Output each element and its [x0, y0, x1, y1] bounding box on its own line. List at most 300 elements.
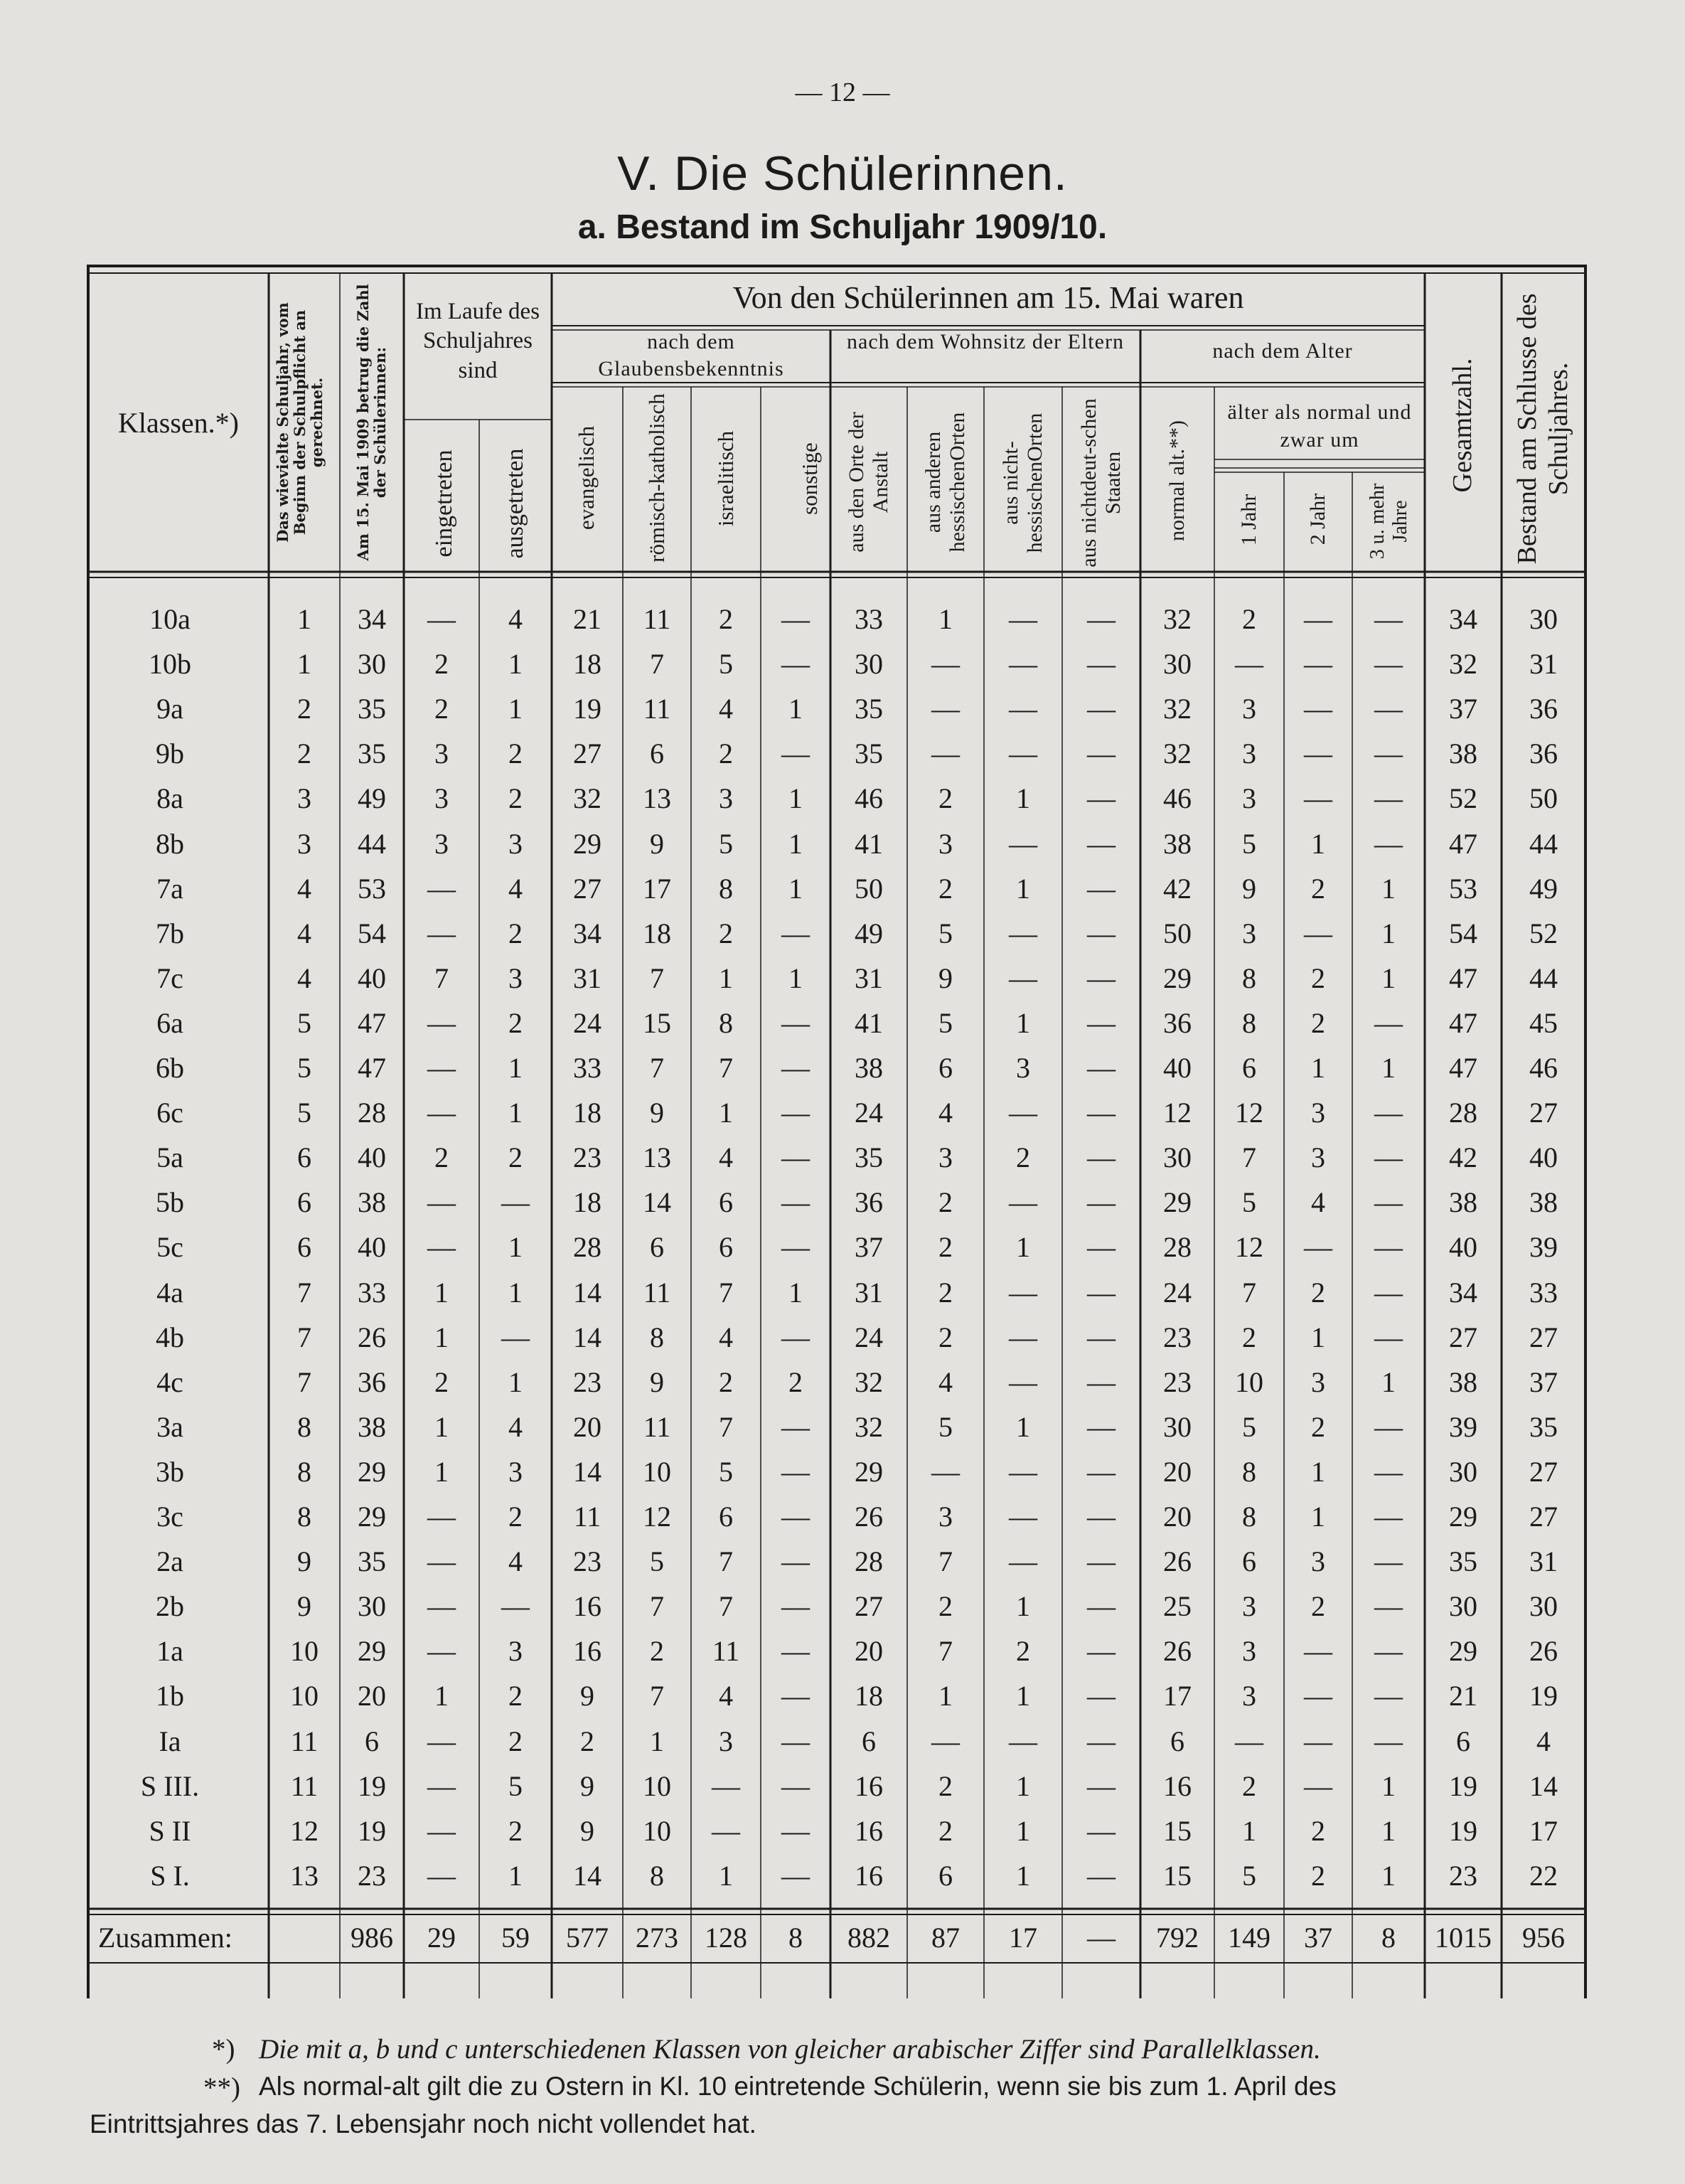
cell-anderen: 2: [938, 1815, 953, 1847]
cell-roemisch: 9: [650, 828, 664, 860]
footnote-2-line2: Eintrittsjahres das 7. Lebensjahr noch nicht vollendet hat.: [90, 2109, 756, 2138]
cell-klasse: 6a: [156, 1007, 183, 1039]
cell-zahl: 35: [358, 693, 386, 725]
cell-gesamt: 54: [1449, 917, 1477, 949]
header-3-jahre: 3 u. mehr Jahre: [1366, 483, 1411, 560]
cell-israelitisch: 4: [719, 1680, 733, 1712]
cell-eingetreten: 1: [434, 1680, 449, 1712]
cell-bestand: 40: [1529, 1141, 1558, 1173]
cell-klasse: 9a: [156, 693, 183, 725]
cell-3-jahre: 1: [1381, 1052, 1396, 1084]
cell-israelitisch: —: [712, 1815, 740, 1847]
cell-ausgetreten: 2: [508, 1725, 523, 1757]
cell-roemisch: 11: [643, 693, 671, 725]
cell-ausgetreten: 4: [508, 603, 523, 635]
cell-nichtdeutsch: —: [1087, 1815, 1116, 1847]
cell-eingetreten: —: [427, 917, 456, 949]
cell-schuljahr: 2: [297, 737, 311, 769]
cell-evangelisch: 23: [573, 1366, 601, 1398]
cell-israelitisch: 6: [719, 1501, 733, 1533]
cell-2-jahr: 2: [1311, 1590, 1325, 1622]
cell-israelitisch: 1: [719, 962, 733, 994]
cell-2-jahr: 3: [1311, 1366, 1325, 1398]
header-israelitisch: israelitisch: [713, 430, 739, 527]
cell-orte: 35: [855, 737, 883, 769]
cell-anderen: 87: [931, 1922, 960, 1954]
cell-3-jahre: 1: [1381, 1860, 1396, 1892]
cell-evangelisch: 9: [580, 1815, 594, 1847]
cell-schuljahr: 1: [297, 603, 311, 635]
cell-sonstige: —: [781, 1680, 810, 1712]
cell-gesamt: 34: [1449, 1277, 1477, 1309]
cell-2-jahr: 2: [1311, 873, 1325, 905]
footnote-2-mark: **): [203, 2072, 240, 2103]
cell-3-jahre: —: [1374, 1725, 1403, 1757]
header-von-den: Von den Schülerinnen am 15. Mai waren: [732, 280, 1244, 315]
cell-1-jahr: 3: [1242, 1680, 1256, 1712]
cell-nichtdeutsch: —: [1087, 1635, 1116, 1667]
cell-roemisch: 7: [650, 1680, 664, 1712]
cell-2-jahr: —: [1304, 782, 1332, 814]
cell-klasse: 6b: [156, 1052, 184, 1084]
cell-schuljahr: 4: [297, 873, 311, 905]
cell-orte: 24: [855, 1321, 883, 1353]
cell-evangelisch: 21: [573, 603, 601, 635]
cell-1-jahr: 3: [1242, 1635, 1256, 1667]
cell-evangelisch: 16: [573, 1590, 601, 1622]
cell-nichtdeutsch: —: [1087, 1321, 1116, 1353]
cell-nichtdeutsch: —: [1087, 603, 1116, 635]
cell-2-jahr: —: [1304, 917, 1332, 949]
cell-klasse: 7c: [156, 962, 183, 994]
cell-2-jahr: 37: [1304, 1922, 1332, 1954]
cell-normal: 12: [1163, 1097, 1192, 1129]
cell-ausgetreten: 1: [508, 1231, 523, 1263]
cell-klasse: 9b: [156, 737, 184, 769]
cell-bestand: 44: [1529, 962, 1558, 994]
cell-schuljahr: 5: [297, 1097, 311, 1129]
cell-eingetreten: —: [427, 1815, 456, 1847]
cell-klasse: 2b: [156, 1590, 184, 1622]
cell-normal: 20: [1163, 1501, 1192, 1533]
cell-roemisch: 10: [643, 1815, 671, 1847]
cell-ausgetreten: 59: [501, 1922, 530, 1954]
cell-sonstige: 8: [788, 1922, 803, 1954]
cell-nicht-hessisch: 1: [1016, 1815, 1030, 1847]
cell-roemisch: 5: [650, 1545, 664, 1577]
cell-3-jahre: —: [1374, 693, 1403, 725]
cell-2-jahr: 1: [1311, 1456, 1325, 1488]
cell-2-jahr: —: [1304, 1725, 1332, 1757]
cell-evangelisch: 18: [573, 648, 601, 680]
cell-nichtdeutsch: —: [1087, 1590, 1116, 1622]
cell-klasse: 10b: [149, 648, 191, 680]
cell-orte: 46: [855, 782, 883, 814]
cell-israelitisch: 5: [719, 648, 733, 680]
cell-nichtdeutsch: —: [1087, 1277, 1116, 1309]
cell-gesamt: 29: [1449, 1635, 1477, 1667]
cell-2-jahr: 4: [1311, 1186, 1325, 1218]
cell-nichtdeutsch: —: [1087, 1680, 1116, 1712]
cell-3-jahre: —: [1374, 1186, 1403, 1218]
cell-roemisch: 8: [650, 1321, 664, 1353]
cell-eingetreten: —: [427, 1545, 456, 1577]
header-1-jahr: 1 Jahr: [1236, 494, 1261, 546]
cell-schuljahr: 8: [297, 1456, 311, 1488]
table-row: [0, 1495, 1685, 1539]
cell-nichtdeutsch: —: [1087, 917, 1116, 949]
cell-evangelisch: 16: [573, 1635, 601, 1667]
cell-gesamt: 35: [1449, 1545, 1477, 1577]
cell-eingetreten: 29: [427, 1922, 456, 1954]
cell-bestand: 4: [1536, 1725, 1551, 1757]
cell-zahl: 38: [358, 1411, 386, 1443]
cell-3-jahre: —: [1374, 737, 1403, 769]
cell-israelitisch: 1: [719, 1860, 733, 1892]
cell-roemisch: 2: [650, 1635, 664, 1667]
cell-eingetreten: 7: [434, 962, 449, 994]
cell-sonstige: —: [781, 1231, 810, 1263]
cell-anderen: 3: [938, 828, 953, 860]
header-im-laufe: Im Laufe des Schuljahres sind: [415, 299, 540, 383]
cell-sonstige: —: [781, 603, 810, 635]
cell-eingetreten: —: [427, 1635, 456, 1667]
cell-anderen: 7: [938, 1545, 953, 1577]
cell-1-jahr: 5: [1242, 1860, 1256, 1892]
cell-sonstige: —: [781, 1456, 810, 1488]
cell-2-jahr: —: [1304, 603, 1332, 635]
cell-schuljahr: 1: [297, 648, 311, 680]
cell-nichtdeutsch: —: [1087, 962, 1116, 994]
footnote-1-text: [259, 2033, 1321, 2065]
cell-zahl: 53: [358, 873, 386, 905]
header-2-jahr: 2 Jahr: [1305, 493, 1330, 545]
cell-sonstige: —: [781, 1052, 810, 1084]
cell-evangelisch: 20: [573, 1411, 601, 1443]
cell-sonstige: 1: [788, 828, 803, 860]
cell-2-jahr: 2: [1311, 1815, 1325, 1847]
cell-gesamt: 19: [1449, 1770, 1477, 1802]
cell-1-jahr: 149: [1228, 1922, 1271, 1954]
cell-israelitisch: 2: [719, 917, 733, 949]
cell-gesamt: 34: [1449, 603, 1477, 635]
page-title: V. Die Schülerinnen.: [617, 147, 1068, 201]
cell-3-jahre: —: [1374, 1007, 1403, 1039]
cell-normal: 40: [1163, 1052, 1192, 1084]
cell-schuljahr: 10: [290, 1635, 319, 1667]
cell-nicht-hessisch: —: [1009, 962, 1037, 994]
cell-bestand: 33: [1529, 1277, 1558, 1309]
cell-3-jahre: —: [1374, 1141, 1403, 1173]
table-row: [0, 1854, 1685, 1898]
cell-1-jahr: 10: [1235, 1366, 1263, 1398]
cell-gesamt: 37: [1449, 693, 1477, 725]
table-row: [0, 777, 1685, 821]
cell-ausgetreten: 2: [508, 1815, 523, 1847]
header-wohnsitz: nach dem Wohnsitz der Eltern: [847, 330, 1124, 353]
cell-nicht-hessisch: —: [1009, 828, 1037, 860]
cell-zahl: 47: [358, 1052, 386, 1084]
cell-evangelisch: 34: [573, 917, 601, 949]
cell-evangelisch: 18: [573, 1186, 601, 1218]
cell-gesamt: 32: [1449, 648, 1477, 680]
cell-3-jahre: 1: [1381, 962, 1396, 994]
cell-orte: 18: [855, 1680, 883, 1712]
cell-schuljahr: 6: [297, 1186, 311, 1218]
cell-nicht-hessisch: —: [1009, 917, 1037, 949]
cell-klasse: 1b: [156, 1680, 184, 1712]
table-row: [0, 1809, 1685, 1853]
cell-roemisch: 8: [650, 1860, 664, 1892]
cell-israelitisch: 7: [719, 1411, 733, 1443]
cell-ausgetreten: 1: [508, 1277, 523, 1309]
table-row: [0, 597, 1685, 641]
cell-3-jahre: —: [1374, 1231, 1403, 1263]
cell-israelitisch: 8: [719, 873, 733, 905]
cell-zahl: 30: [358, 1590, 386, 1622]
cell-anderen: 7: [938, 1635, 953, 1667]
table-row: [0, 1764, 1685, 1809]
cell-evangelisch: 27: [573, 737, 601, 769]
cell-eingetreten: —: [427, 1860, 456, 1892]
cell-nicht-hessisch: —: [1009, 648, 1037, 680]
cell-eingetreten: 1: [434, 1456, 449, 1488]
cell-israelitisch: 6: [719, 1231, 733, 1263]
cell-orte: 31: [855, 1277, 883, 1309]
cell-klasse: Zusammen:: [98, 1922, 232, 1954]
cell-evangelisch: 14: [573, 1321, 601, 1353]
cell-gesamt: 30: [1449, 1590, 1477, 1622]
cell-roemisch: 7: [650, 1052, 664, 1084]
cell-roemisch: 1: [650, 1725, 664, 1757]
cell-roemisch: 15: [643, 1007, 671, 1039]
cell-israelitisch: 3: [719, 1725, 733, 1757]
cell-bestand: 39: [1529, 1231, 1558, 1263]
cell-nicht-hessisch: 1: [1016, 1411, 1030, 1443]
cell-1-jahr: 5: [1242, 828, 1256, 860]
cell-bestand: 46: [1529, 1052, 1558, 1084]
cell-bestand: 35: [1529, 1411, 1558, 1443]
cell-schuljahr: 12: [290, 1815, 319, 1847]
cell-orte: 24: [855, 1097, 883, 1129]
cell-israelitisch: 4: [719, 1321, 733, 1353]
table-row: [0, 1225, 1685, 1269]
cell-israelitisch: 3: [719, 782, 733, 814]
cell-roemisch: 18: [643, 917, 671, 949]
cell-orte: 16: [855, 1860, 883, 1892]
cell-nichtdeutsch: —: [1087, 1097, 1116, 1129]
cell-evangelisch: 9: [580, 1770, 594, 1802]
cell-israelitisch: 8: [719, 1007, 733, 1039]
cell-sonstige: —: [781, 1097, 810, 1129]
table-row: [0, 867, 1685, 911]
cell-eingetreten: 3: [434, 737, 449, 769]
cell-zahl: 40: [358, 1231, 386, 1263]
cell-orte: 37: [855, 1231, 883, 1263]
header-sonstige: sonstige: [797, 442, 823, 515]
cell-normal: 50: [1163, 917, 1192, 949]
cell-eingetreten: 1: [434, 1277, 449, 1309]
cell-schuljahr: 6: [297, 1141, 311, 1173]
cell-orte: 26: [855, 1501, 883, 1533]
cell-anderen: 2: [938, 1231, 953, 1263]
cell-anderen: 1: [938, 603, 953, 635]
table-row: [0, 1540, 1685, 1584]
cell-2-jahr: —: [1304, 648, 1332, 680]
cell-bestand: 36: [1529, 693, 1558, 725]
cell-ausgetreten: 4: [508, 1411, 523, 1443]
cell-klasse: 8b: [156, 828, 184, 860]
cell-sonstige: 1: [788, 962, 803, 994]
cell-ausgetreten: 1: [508, 1052, 523, 1084]
table-row: [0, 1450, 1685, 1494]
cell-gesamt: 38: [1449, 1186, 1477, 1218]
cell-anderen: 5: [938, 917, 953, 949]
table-row: [0, 912, 1685, 956]
cell-klasse: 3b: [156, 1456, 184, 1488]
cell-zahl: 986: [351, 1922, 393, 1954]
cell-anderen: —: [931, 648, 960, 680]
cell-eingetreten: 2: [434, 693, 449, 725]
table-row: [0, 1181, 1685, 1225]
cell-2-jahr: 1: [1311, 1321, 1325, 1353]
footnote-1-mark: *): [212, 2034, 235, 2065]
cell-sonstige: —: [781, 648, 810, 680]
table-row: [0, 1091, 1685, 1135]
cell-1-jahr: 6: [1242, 1052, 1256, 1084]
cell-ausgetreten: 4: [508, 873, 523, 905]
cell-nichtdeutsch: —: [1087, 1052, 1116, 1084]
cell-sonstige: —: [781, 1007, 810, 1039]
cell-ausgetreten: 3: [508, 1635, 523, 1667]
cell-gesamt: 42: [1449, 1141, 1477, 1173]
cell-ausgetreten: 2: [508, 782, 523, 814]
cell-2-jahr: —: [1304, 1680, 1332, 1712]
cell-anderen: 2: [938, 1770, 953, 1802]
cell-normal: 32: [1163, 603, 1192, 635]
cell-anderen: 2: [938, 1186, 953, 1218]
table-row: [0, 1405, 1685, 1449]
cell-roemisch: 7: [650, 962, 664, 994]
cell-1-jahr: 6: [1242, 1545, 1256, 1577]
cell-klasse: S II: [149, 1815, 191, 1847]
cell-nicht-hessisch: 1: [1016, 1860, 1030, 1892]
cell-nicht-hessisch: —: [1009, 1277, 1037, 1309]
cell-gesamt: 19: [1449, 1815, 1477, 1847]
cell-zahl: 36: [358, 1366, 386, 1398]
cell-israelitisch: 7: [719, 1277, 733, 1309]
cell-klasse: 5b: [156, 1186, 184, 1218]
cell-bestand: 31: [1529, 1545, 1558, 1577]
cell-zahl: 35: [358, 737, 386, 769]
cell-klasse: 1a: [156, 1635, 183, 1667]
cell-anderen: 2: [938, 1321, 953, 1353]
cell-nichtdeutsch: —: [1087, 693, 1116, 725]
cell-orte: 32: [855, 1366, 883, 1398]
cell-2-jahr: 1: [1311, 1501, 1325, 1533]
cell-normal: 26: [1163, 1545, 1192, 1577]
cell-schuljahr: 8: [297, 1411, 311, 1443]
cell-anderen: 6: [938, 1860, 953, 1892]
cell-zahl: 28: [358, 1097, 386, 1129]
cell-nicht-hessisch: —: [1009, 1725, 1037, 1757]
cell-israelitisch: 7: [719, 1052, 733, 1084]
cell-3-jahre: 1: [1381, 1770, 1396, 1802]
cell-bestand: 30: [1529, 603, 1558, 635]
cell-2-jahr: 2: [1311, 962, 1325, 994]
cell-evangelisch: 27: [573, 873, 601, 905]
cell-evangelisch: 33: [573, 1052, 601, 1084]
table-row: [0, 957, 1685, 1001]
cell-bestand: 49: [1529, 873, 1558, 905]
cell-bestand: 38: [1529, 1186, 1558, 1218]
cell-2-jahr: 1: [1311, 828, 1325, 860]
cell-schuljahr: 10: [290, 1680, 319, 1712]
cell-ausgetreten: 1: [508, 693, 523, 725]
cell-israelitisch: 1: [719, 1097, 733, 1129]
cell-normal: 36: [1163, 1007, 1192, 1039]
cell-bestand: 14: [1529, 1770, 1558, 1802]
cell-anderen: 2: [938, 1590, 953, 1622]
cell-israelitisch: 7: [719, 1590, 733, 1622]
cell-orte: 27: [855, 1590, 883, 1622]
cell-orte: 41: [855, 1007, 883, 1039]
cell-bestand: 44: [1529, 828, 1558, 860]
cell-eingetreten: 3: [434, 782, 449, 814]
cell-ausgetreten: 2: [508, 917, 523, 949]
table-row: [0, 1629, 1685, 1673]
cell-bestand: 30: [1529, 1590, 1558, 1622]
cell-3-jahre: —: [1374, 828, 1403, 860]
cell-normal: 24: [1163, 1277, 1192, 1309]
cell-roemisch: 7: [650, 1590, 664, 1622]
cell-1-jahr: 5: [1242, 1186, 1256, 1218]
cell-evangelisch: 32: [573, 782, 601, 814]
cell-gesamt: 52: [1449, 782, 1477, 814]
cell-ausgetreten: 1: [508, 1860, 523, 1892]
cell-2-jahr: —: [1304, 737, 1332, 769]
cell-orte: 41: [855, 828, 883, 860]
cell-klasse: 4a: [156, 1277, 183, 1309]
table-row: [0, 1720, 1685, 1764]
cell-schuljahr: 4: [297, 962, 311, 994]
cell-zahl: 19: [358, 1770, 386, 1802]
cell-ausgetreten: 4: [508, 1545, 523, 1577]
header-zahl: Am 15. Mai 1909 betrug die Zahl der Schülerinnen:: [353, 284, 389, 561]
cell-nicht-hessisch: 3: [1016, 1052, 1030, 1084]
cell-israelitisch: 2: [719, 737, 733, 769]
cell-gesamt: 39: [1449, 1411, 1477, 1443]
cell-orte: 50: [855, 873, 883, 905]
cell-3-jahre: —: [1374, 1277, 1403, 1309]
cell-roemisch: 13: [643, 782, 671, 814]
cell-klasse: 3c: [156, 1501, 183, 1533]
cell-nicht-hessisch: —: [1009, 1366, 1037, 1398]
cell-nichtdeutsch: —: [1087, 648, 1116, 680]
cell-sonstige: —: [781, 1725, 810, 1757]
cell-nicht-hessisch: —: [1009, 1501, 1037, 1533]
table-row: [0, 1674, 1685, 1718]
cell-2-jahr: —: [1304, 693, 1332, 725]
cell-schuljahr: [269, 1916, 340, 1960]
cell-nichtdeutsch: —: [1087, 737, 1116, 769]
cell-anderen: 2: [938, 873, 953, 905]
cell-nicht-hessisch: 1: [1016, 782, 1030, 814]
cell-bestand: 27: [1529, 1097, 1558, 1129]
cell-zahl: 30: [358, 648, 386, 680]
cell-normal: 20: [1163, 1456, 1192, 1488]
cell-gesamt: 6: [1456, 1725, 1470, 1757]
